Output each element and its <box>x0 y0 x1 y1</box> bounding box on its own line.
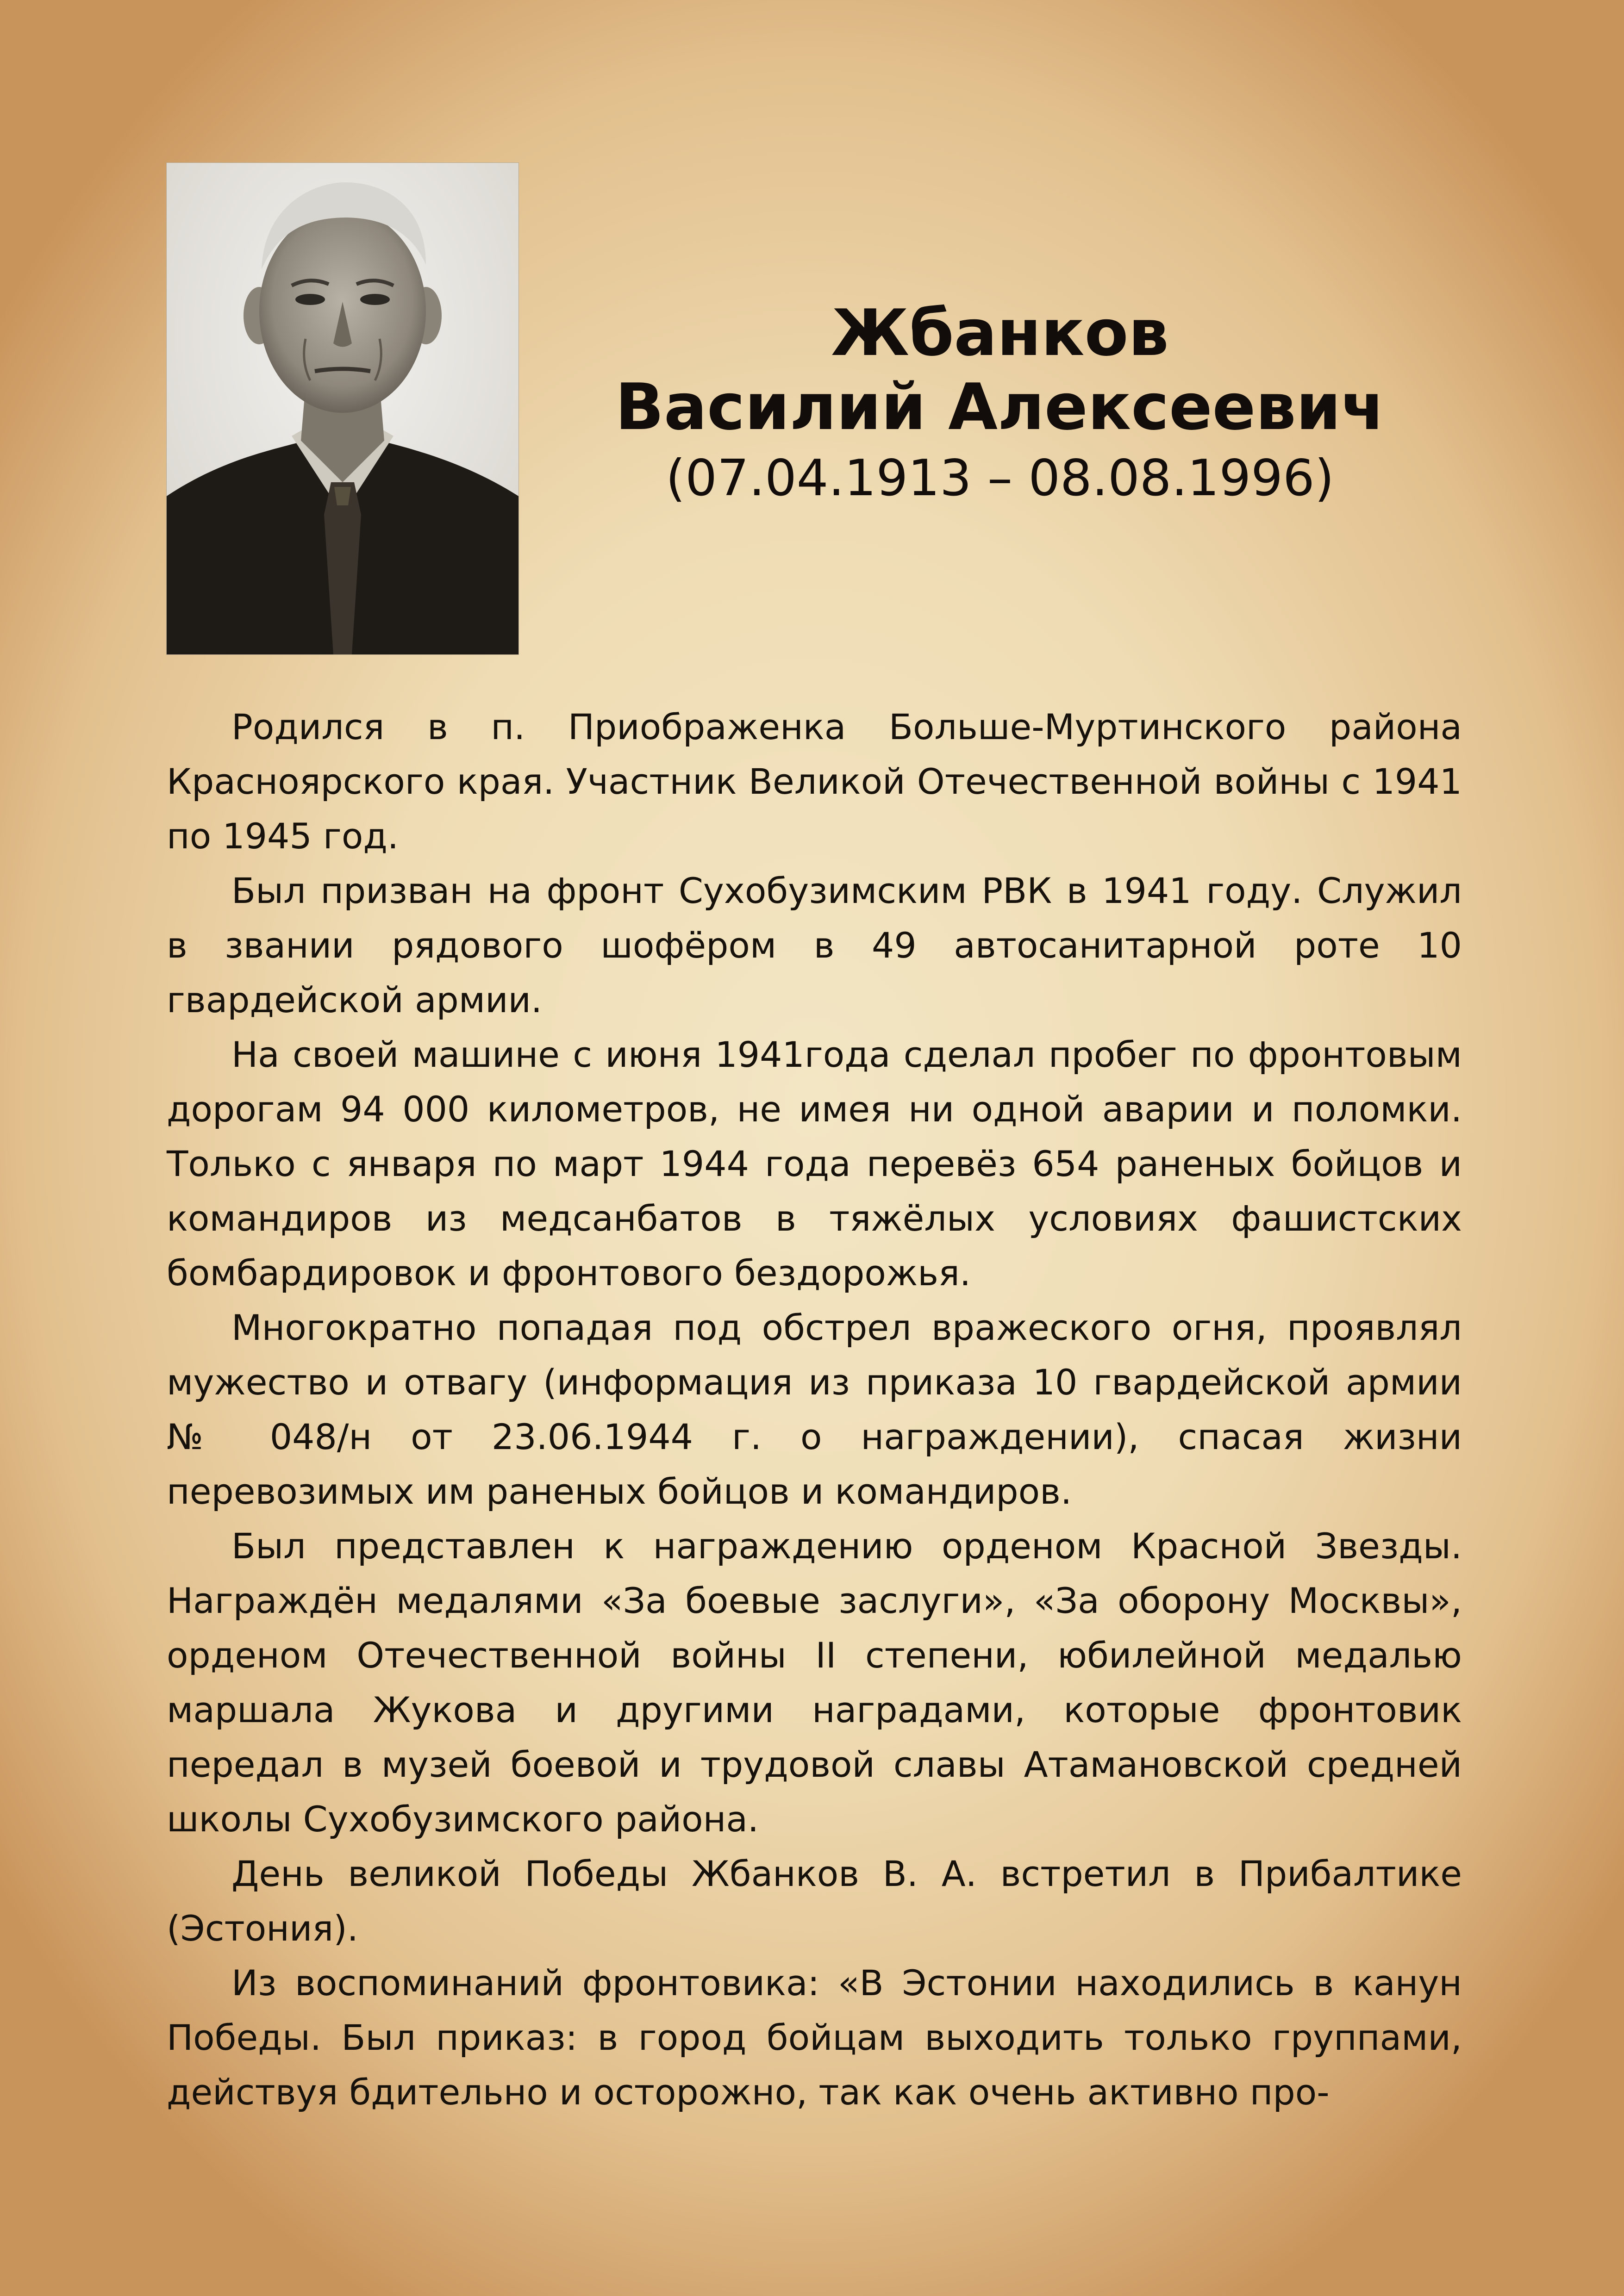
surname: Жбанков <box>831 296 1169 370</box>
paragraph: День великой Победы Жбанков В. А. встретил в Прибалтике (Эстония). <box>167 1853 1462 1949</box>
portrait-photo <box>167 163 518 654</box>
title-block <box>537 296 1463 511</box>
life-dates: (07.04.1913 – 08.08.1996) <box>666 449 1334 507</box>
paragraph: На своей машине с июня 1941года сделал пробег по фронтовым дорогам 94 000 километров, не имея ни одной аварии и поломки. Только с января по март 1944 года перевёз 654 раненых бойцов и командиров из медсанбатов в тяжёлых условиях фашистских бомбардировок и фронтового бездорожья. <box>167 1034 1462 1294</box>
paragraph: Многократно попадая под обстрел вражеского огня, проявлял мужество и отвагу (информация из приказа 10 гвардейской армии № 048/н от 23.06.1944 г. о награждении), спасая жизни перевозимых им раненых бойцов и командиров. <box>167 1307 1462 1512</box>
paragraph: Был представлен к награждению орденом Красной Звезды. Награждён медалями «За боевые заслуги», «За оборону Москвы», орденом Отечественной войны II степени, юбилейной медалью маршала Жукова и другими наградами, которые фронтовик передал в музей боевой и трудовой славы Атамановской средней школы Сухобузимского района. <box>167 1525 1462 1840</box>
paragraph: Был призван на фронт Сухобузимским РВК в 1941 году. Служил в звании рядового шофёром в 49 автосанитарной роте 10 гвардейской армии. <box>167 870 1462 1020</box>
biography-text <box>167 700 1462 2120</box>
given-names: Василий Алексеевич <box>615 370 1385 444</box>
paragraph: Родился в п. Приображенка Больше-Муртинского района Красноярского края. Участник Великой Отечественной войны с 1941 по 1945 год. <box>167 706 1462 857</box>
paragraph: Из воспоминаний фронтовика: «В Эстонии находились в канун Победы. Был приказ: в город бойцам выходить только группами, действуя бдительно и осторожно, так как очень активно про- <box>167 1962 1462 2113</box>
portrait-icon <box>167 163 518 654</box>
